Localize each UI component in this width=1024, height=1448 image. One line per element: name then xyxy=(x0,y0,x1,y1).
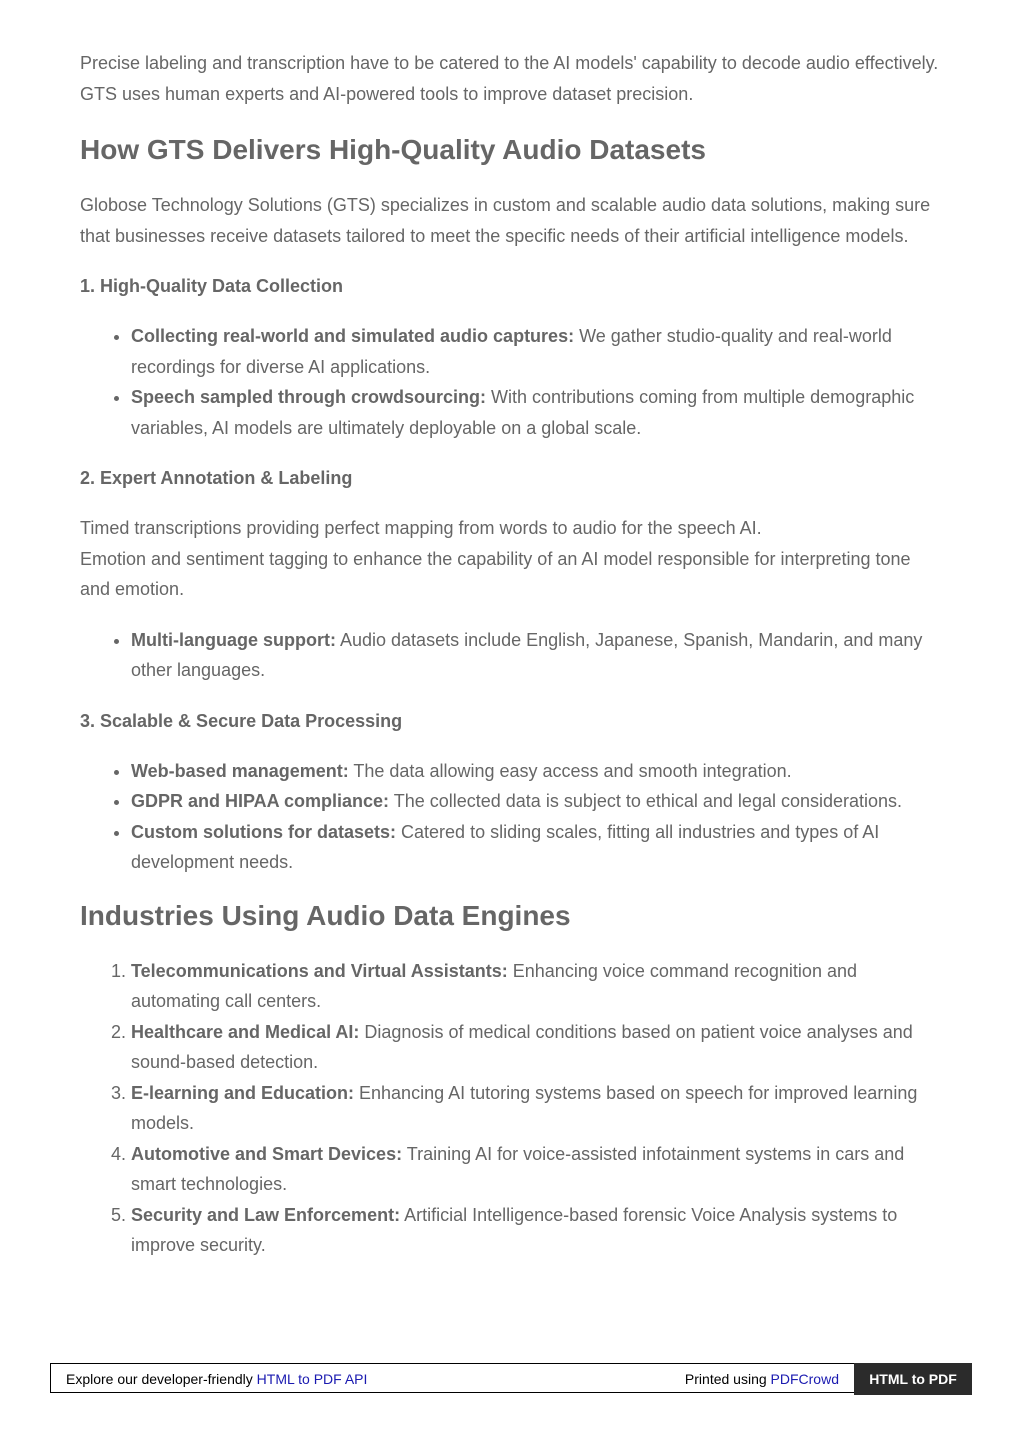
pdfcrowd-link[interactable]: PDFCrowd xyxy=(770,1371,839,1387)
subheading-data-collection: 1. High-Quality Data Collection xyxy=(80,276,344,296)
list-item xyxy=(131,321,942,382)
list-item-label: Healthcare and Medical AI: xyxy=(131,1021,360,1042)
section-heading-gts: How GTS Delivers High-Quality Audio Datasets xyxy=(80,134,706,165)
list-data-collection xyxy=(80,321,942,443)
list-item-label: Telecommunications and Virtual Assistants: xyxy=(131,960,508,981)
html-to-pdf-badge[interactable]: HTML to PDF xyxy=(854,1363,972,1395)
list-item-text: The collected data is subject to ethical and legal considerations. xyxy=(389,791,903,811)
pdf-footer-banner xyxy=(50,1363,972,1393)
intro-paragraph: Precise labeling and transcription have to be catered to the AI models' capability to decode audio effectively. GTS uses human experts and AI-powered tools to improve dataset precision. xyxy=(80,53,939,104)
footer-left-text: Explore our developer-friendly xyxy=(66,1371,257,1387)
list-item-text: Catered to sliding scales, fitting all industries and types of AI development needs. xyxy=(131,821,880,872)
list-item xyxy=(131,1200,942,1261)
list-item-text: Diagnosis of medical conditions based on patient voice analyses and sound-based detection. xyxy=(131,1021,913,1072)
list-item-label: Multi-language support: xyxy=(131,629,336,650)
list-item-text: Artificial Intelligence-based forensic Voice Analysis systems to improve security. xyxy=(131,1204,898,1255)
subheading-processing: 3. Scalable & Secure Data Processing xyxy=(80,710,403,731)
list-item xyxy=(131,1139,942,1200)
subheading-annotation: 2. Expert Annotation & Labeling xyxy=(80,468,353,488)
list-item-label: Collecting real-world and simulated audio captures: xyxy=(131,326,575,346)
list-item-label: Security and Law Enforcement: xyxy=(131,1204,401,1225)
list-item-text: The data allowing easy access and smooth integration. xyxy=(348,760,792,781)
list-item-label: Custom solutions for datasets: xyxy=(131,821,397,842)
list-item-label: GDPR and HIPAA compliance: xyxy=(131,791,390,811)
list-item xyxy=(131,382,942,443)
list-item xyxy=(131,786,942,817)
list-item xyxy=(131,625,942,686)
list-item xyxy=(131,1078,942,1139)
annotation-line-1: Timed transcriptions providing perfect mapping from words to audio for the speech AI. xyxy=(80,518,762,538)
list-item-text: Training AI for voice-assisted infotainment systems in cars and smart technologies. xyxy=(131,1143,905,1194)
html-to-pdf-api-link[interactable]: HTML to PDF API xyxy=(256,1371,368,1387)
annotation-line-2: Emotion and sentiment tagging to enhance the capability of an AI model responsible for interpreting tone and emotion. xyxy=(80,548,911,599)
document-body xyxy=(80,48,942,1281)
list-item-text: Enhancing AI tutoring systems based on speech for improved learning models. xyxy=(131,1082,918,1133)
list-item xyxy=(131,956,942,1017)
list-annotation xyxy=(80,625,942,686)
list-item-text: With contributions coming from multiple demographic variables, AI models are ultimately deployable on a global scale. xyxy=(131,387,915,438)
list-item-label: Automotive and Smart Devices: xyxy=(131,1143,403,1164)
list-item-label: Speech sampled through crowdsourcing: xyxy=(131,387,487,407)
list-processing xyxy=(80,756,942,878)
section-paragraph-gts: Globose Technology Solutions (GTS) specializes in custom and scalable audio data solutions, making sure that businesses receive datasets tailored to meet the specific needs of their artificial intelligence models. xyxy=(80,195,931,246)
list-item xyxy=(131,817,942,878)
footer-right-text: Printed using xyxy=(684,1371,771,1387)
list-item-label: Web-based management: xyxy=(131,760,349,781)
list-item-text: We gather studio-quality and real-world recordings for diverse AI applications. xyxy=(131,326,892,377)
list-item-label: E-learning and Education: xyxy=(131,1082,355,1103)
list-item xyxy=(131,756,942,787)
footer-right xyxy=(685,1364,839,1394)
list-item-text: Audio datasets include English, Japanese, Spanish, Mandarin, and many other languages. xyxy=(131,629,923,680)
footer-left xyxy=(66,1364,367,1394)
list-industries xyxy=(80,956,942,1261)
section-heading-industries: Industries Using Audio Data Engines xyxy=(80,899,571,931)
list-item-text: Enhancing voice command recognition and automating call centers. xyxy=(131,960,857,1011)
list-item xyxy=(131,1017,942,1078)
